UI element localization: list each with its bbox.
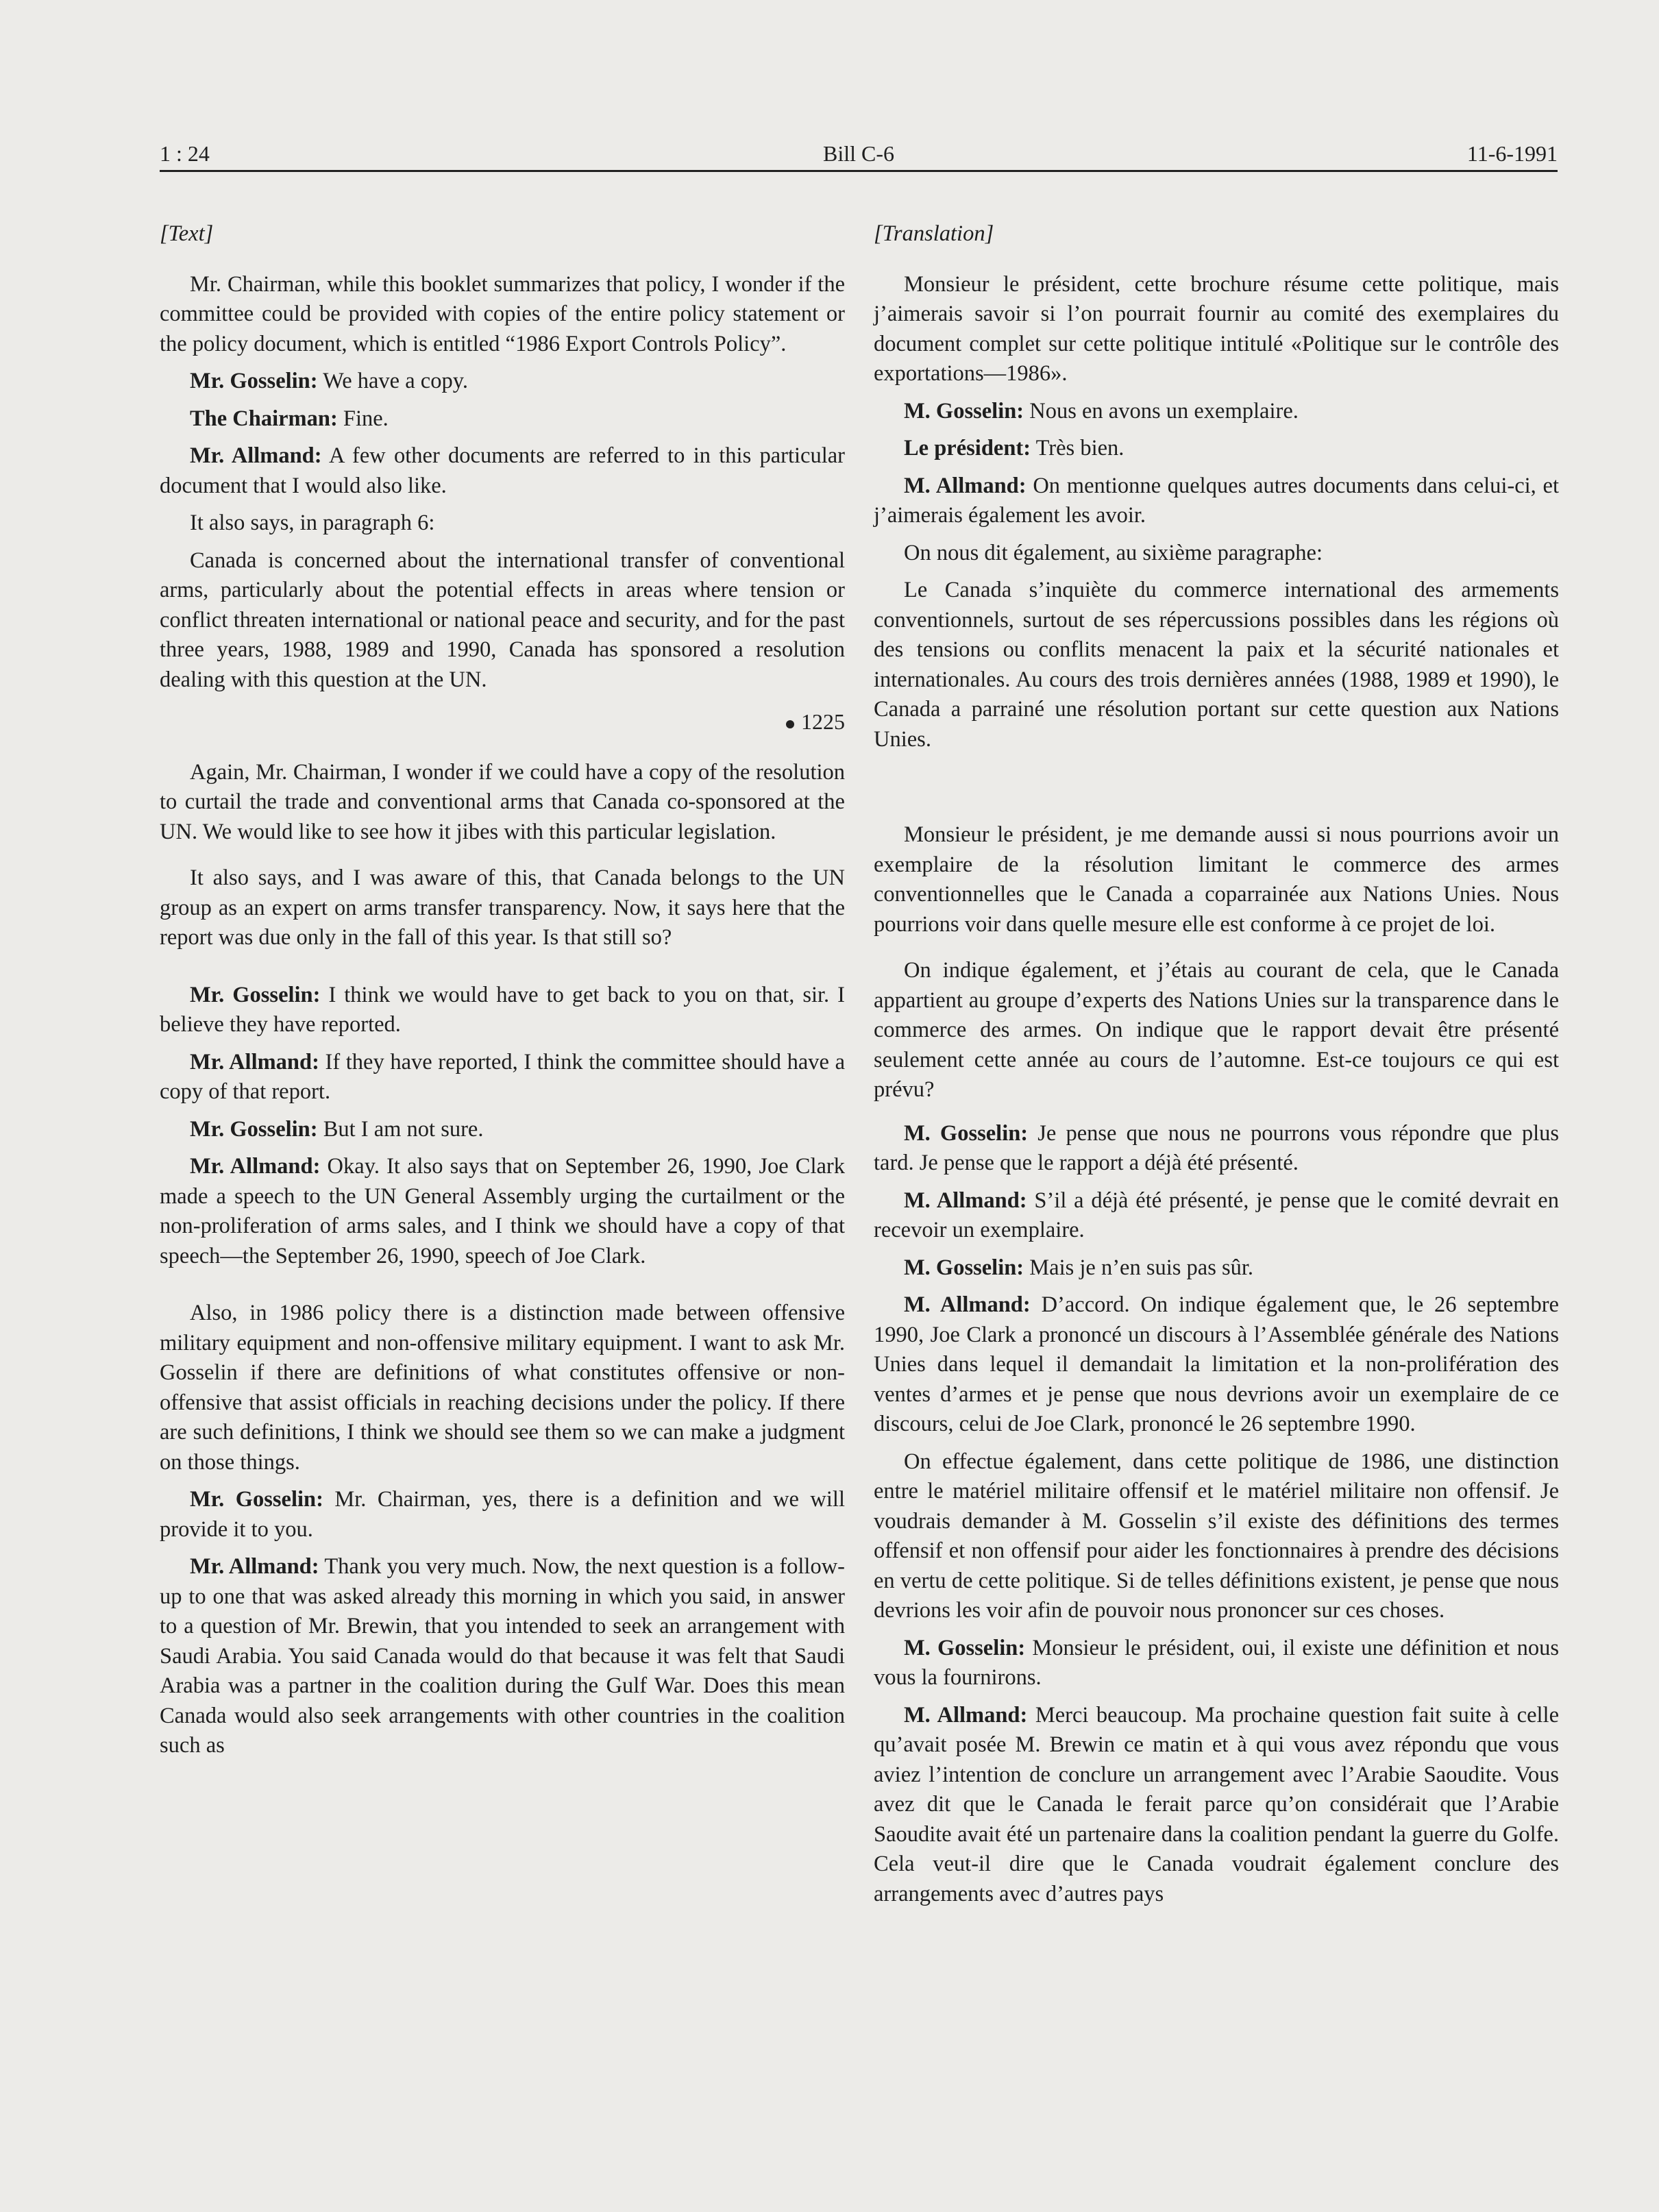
- speaker-name: Mr. Allmand:: [190, 1554, 319, 1579]
- paragraph: M. Allmand: D’accord. On indique également que, le 26 septembre 1990, Joe Clark a prononcé un discours à l’Assemblée générale des Nations Unies dans lequel il demandait la limitation et la non-prolifération des ventes d’armes et je pense que nous devrions avoir un exemplaire de ce discours, celui de Joe Clark, prononcé le 26 septembre 1990.: [874, 1292, 1559, 1436]
- paragraph: Also, in 1986 policy there is a distinction made between offensive military equipment and non-offensive military equipment. I want to ask Mr. Gosselin if there are definitions of what constitutes offensive or non-offensive that assist officials in reaching decisions under the policy. If there are such definitions, I think we should see them so we can make a judgment on those things.: [160, 1301, 845, 1475]
- paragraph: Mr. Gosselin: Mr. Chairman, yes, there is a definition and we will provide it to you.: [160, 1487, 845, 1542]
- speaker-name: M. Allmand:: [904, 1292, 1031, 1317]
- speaker-name: M. Gosselin:: [904, 398, 1024, 423]
- time-stamp: 1225: [160, 707, 845, 737]
- speaker-name: Mr. Gosselin:: [190, 369, 318, 393]
- paragraph: Mr. Allmand: Okay. It also says that on September 26, 1990, Joe Clark made a speech to the UN General Assembly urging the curtailment or the non-proliferation of arms sales, and I think we should have a copy of that speech—the September 26, 1990, speech of Joe Clark.: [160, 1154, 845, 1268]
- page-number: 1 : 24: [160, 141, 210, 166]
- speaker-name: M. Gosselin:: [904, 1120, 1029, 1146]
- paragraph: The Chairman: Fine.: [190, 406, 389, 431]
- paragraph: M. Allmand: Merci beaucoup. Ma prochaine question fait suite à celle qu’avait posée M. Brewin ce matin et à qui vous avez répondu que vous aviez l’intention de conclure un arrangement avec l’Arabie Saoudite. Vous avez dit que le Canada le ferait parce qu’on considérait que l’Arabie Saoudite avait été un partenaire dans la coalition pendant la guerre du Golfe. Cela veut-il dire que le Canada voudrait également conclure des arrangements avec d’autres pays: [874, 1702, 1559, 1906]
- speaker-name: M. Gosselin:: [904, 1255, 1024, 1280]
- english-column: [160, 219, 845, 1769]
- paragraph: Le président: Très bien.: [904, 436, 1125, 460]
- speaker-name: M. Gosselin:: [904, 1635, 1026, 1660]
- paragraph: Monsieur le président, je me demande aussi si nous pourrions avoir un exemplaire de la résolution limitant le commerce des armes conventionnelles que le Canada a coparrainée aux Nations Unies. Nous pourrions voir dans quelle mesure elle est conforme à ce projet de loi.: [874, 822, 1559, 937]
- speaker-name: Mr. Gosselin:: [190, 1116, 318, 1142]
- paragraph: Mr. Gosselin: But I am not sure.: [190, 1116, 484, 1142]
- speaker-name: Le président:: [904, 436, 1031, 460]
- bullet-icon: [786, 720, 794, 728]
- paragraph: M. Gosselin: Monsieur le président, oui, il existe une définition et nous vous la fournirons.: [874, 1635, 1559, 1690]
- paragraph: It also says, and I was aware of this, that Canada belongs to the UN group as an expert on arms transfer transparency. Now, it says here that the report was due only in the fall of this year. Is that still so?: [160, 865, 845, 950]
- quoted-paragraph: Canada is concerned about the international transfer of conventional arms, particularly about the potential effects in areas where tension or conflict threaten international or national peace and security, and for the past three years, 1988, 1989 and 1990, Canada has sponsored a resolution dealing with this question at the UN.: [160, 548, 845, 692]
- french-column: [874, 219, 1559, 1917]
- paragraph: On effectue également, dans cette politique de 1986, une distinction entre le matériel militaire offensif et le matériel militaire non offensif. Je voudrais demander à M. Gosselin s’il existe des définitions des termes offensif et non offensif pour aider les fonctionnaires à prendre des décisions en vertu de cette politique. Si de telles définitions existent, je pense que nous devrions les voir afin de pouvoir nous prononcer sur ces choses.: [874, 1449, 1559, 1623]
- paragraph: M. Allmand: S’il a déjà été présenté, je pense que le comité devrait en recevoir un exemplaire.: [874, 1188, 1559, 1242]
- language-label: [Translation]: [874, 221, 994, 246]
- paragraph: Mr. Allmand: A few other documents are referred to in this particular document that I would also like.: [160, 443, 846, 498]
- speaker-name: Mr. Allmand:: [190, 1049, 319, 1074]
- paragraph: M. Allmand: On mentionne quelques autres documents dans celui-ci, et j’aimerais également les avoir.: [874, 473, 1559, 528]
- paragraph: It also says, in paragraph 6:: [190, 511, 435, 535]
- speaker-name: M. Allmand:: [904, 473, 1027, 498]
- bill-title: Bill C-6: [822, 141, 894, 166]
- paragraph: M. Gosselin: Nous en avons un exemplaire.: [904, 398, 1299, 423]
- speaker-name: The Chairman:: [190, 406, 338, 431]
- paragraph: Mr. Gosselin: We have a copy.: [190, 369, 468, 393]
- paragraph: Mr. Gosselin: I think we would have to get back to you on that, sir. I believe they have reported.: [160, 982, 845, 1037]
- language-label: [Text]: [160, 221, 214, 246]
- speaker-name: Mr. Allmand:: [190, 443, 322, 468]
- speaker-name: Mr. Gosselin:: [190, 1487, 323, 1512]
- page-header: [160, 137, 1558, 172]
- quoted-paragraph: Le Canada s’inquiète du commerce international des armements conventionnels, surtout de ses répercussions possibles dans les régions où des tensions ou conflits menacent la paix et la sécurité nationales et internationales. Au cours des trois dernières années (1988, 1989 et 1990), le Canada a parrainé une résolution portant sur cette question aux Nations Unies.: [874, 578, 1559, 752]
- paragraph: Again, Mr. Chairman, I wonder if we could have a copy of the resolution to curtail the trade and conventional arms that Canada co-sponsored at the UN. We would like to see how it jibes with this particular legislation.: [160, 759, 845, 844]
- paragraph: Mr. Allmand: Thank you very much. Now, the next question is a follow-up to one that was asked already this morning in which you said, in answer to a question of Mr. Brewin, that you intended to seek an arrangement with Saudi Arabia. You said Canada would do that because it was felt that Saudi Arabia was a partner in the coalition during the Gulf War. Does this mean Canada would also seek arrangements with other countries in the coalition such as: [160, 1554, 846, 1758]
- header-date: 11-6-1991: [1466, 141, 1558, 166]
- speaker-name: M. Allmand:: [904, 1702, 1028, 1728]
- speaker-name: Mr. Allmand:: [190, 1154, 321, 1179]
- paragraph: M. Gosselin: Je pense que nous ne pourrons vous répondre que plus tard. Je pense que le rapport a déjà été présenté.: [874, 1120, 1559, 1175]
- paragraph: On indique également, et j’étais au courant de cela, que le Canada appartient au groupe d’experts des Nations Unies sur la transparence dans le commerce des armes. On indique que le rapport devait être présenté seulement cette année au cours de l’automne. Est-ce toujours ce qui est prévu?: [874, 958, 1559, 1102]
- paragraph: Mr. Allmand: If they have reported, I think the committee should have a copy of that report.: [160, 1049, 845, 1104]
- paragraph: Monsieur le président, cette brochure résume cette politique, mais j’aimerais savoir si l’on pourrait fournir au comité des exemplaires du document complet sur cette politique intitulé «Politique sur le contrôle des exportations—1986».: [874, 271, 1559, 386]
- paragraph: On nous dit également, au sixième paragraphe:: [904, 540, 1323, 565]
- paragraph: Mr. Chairman, while this booklet summarizes that policy, I wonder if the committee could be provided with copies of the entire policy statement or the policy document, which is entitled “1986 Export Controls Policy”.: [160, 271, 845, 356]
- paragraph: M. Gosselin: Mais je n’en suis pas sûr.: [904, 1255, 1254, 1280]
- speaker-name: M. Allmand:: [904, 1188, 1027, 1213]
- speaker-name: Mr. Gosselin:: [190, 982, 321, 1007]
